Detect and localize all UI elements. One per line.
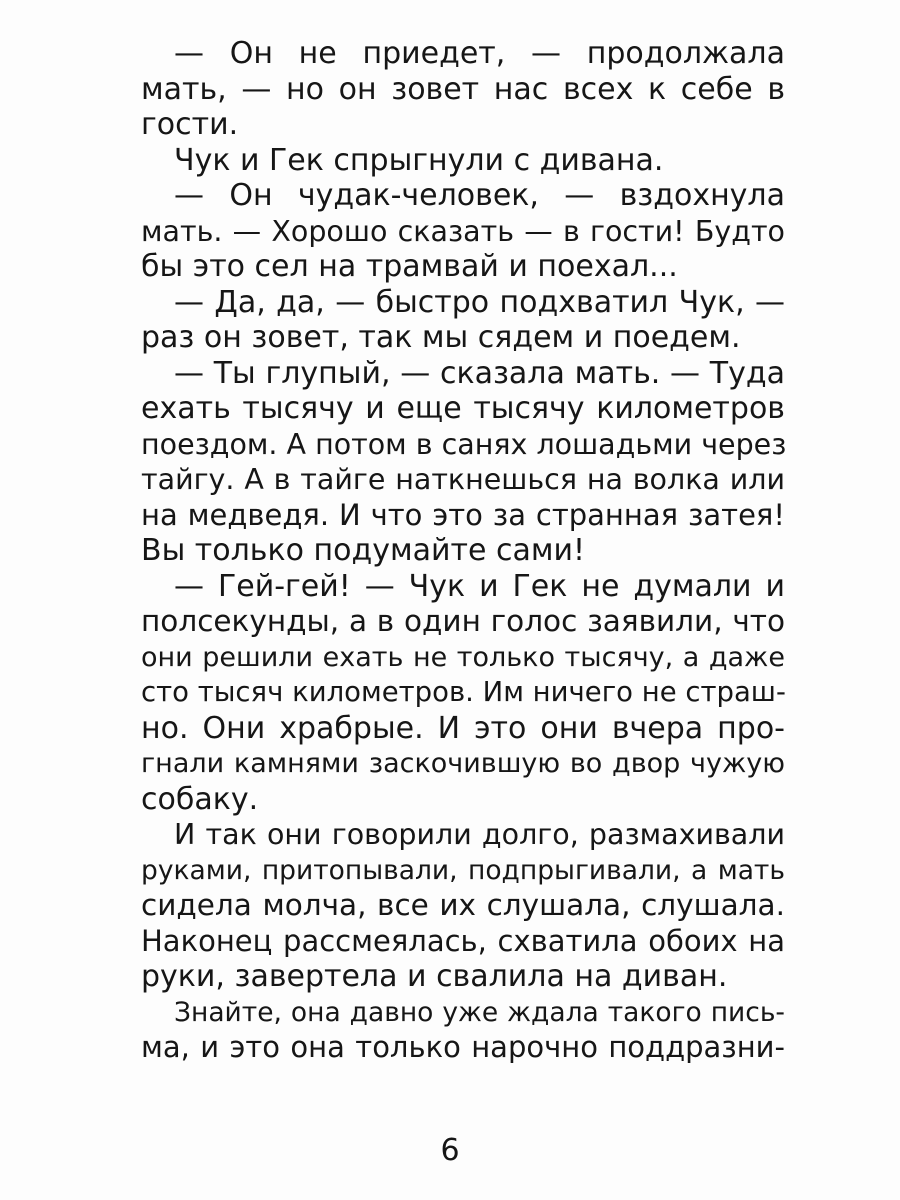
text-line: гости. <box>141 107 239 142</box>
text-line: ехать тысячу и еще тысячу километров <box>141 391 785 426</box>
text-line: сто тысяч километров. Им ничего не страш- <box>141 676 786 708</box>
text-line: — Он чудак-человек, — вздохнула <box>174 178 785 213</box>
text-line: на медведя. И что это за странная затея! <box>141 497 785 532</box>
text-line: гнали камнями заскочившую во двор чужую <box>141 748 785 779</box>
text-line: бы это сел на трамвай и поехал... <box>141 249 678 284</box>
text-line: они решили ехать не только тысячу, а даже <box>141 641 785 673</box>
text-line: — Он не приедет, — продолжала <box>174 36 785 71</box>
text-line: Знайте, она давно уже ждала такого пись- <box>174 996 785 1028</box>
text-line: поездом. А потом в санях лошадьми через <box>141 427 787 461</box>
text-line: но. Они храбрые. И это они вчера про- <box>141 710 785 746</box>
text-line: — Ты глупый, — сказала мать. — Туда <box>174 355 785 391</box>
text-line: ма, и это она только нарочно поддразни- <box>141 1030 785 1064</box>
text-line: тайгу. А в тайге наткнешься на волка или <box>141 463 785 496</box>
text-line: — Гей-гей! — Чук и Гек не думали и <box>174 568 785 604</box>
text-line: Вы только подумайте сами! <box>141 533 585 568</box>
text-line: раз он зовет, так мы сядем и поедем. <box>141 320 741 355</box>
text-line: Чук и Гек спрыгнули с дивана. <box>174 142 664 178</box>
text-line: руками, притопывали, подпрыгивали, а мать <box>141 854 785 886</box>
page-text-block <box>141 36 785 1066</box>
text-line: сидела молча, все их слушала, слушала. <box>141 888 785 922</box>
text-line: мать. — Хорошо сказать — в гости! Будто <box>141 214 785 248</box>
text-line: руки, завертела и свалила на диван. <box>141 959 728 994</box>
text-line: мать, — но он зовет нас всех к себе в <box>141 71 785 107</box>
text-line: — Да, да, — быстро подхватил Чук, — <box>174 284 785 320</box>
text-line: Наконец рассмеялась, схватила обоих на <box>141 923 785 958</box>
text-line: И так они говорили долго, размахивали <box>174 818 785 851</box>
text-line: полсекунды, а в один голос заявили, что <box>141 604 785 638</box>
page-number: 6 <box>440 1133 460 1168</box>
text-line: собаку. <box>141 781 259 817</box>
